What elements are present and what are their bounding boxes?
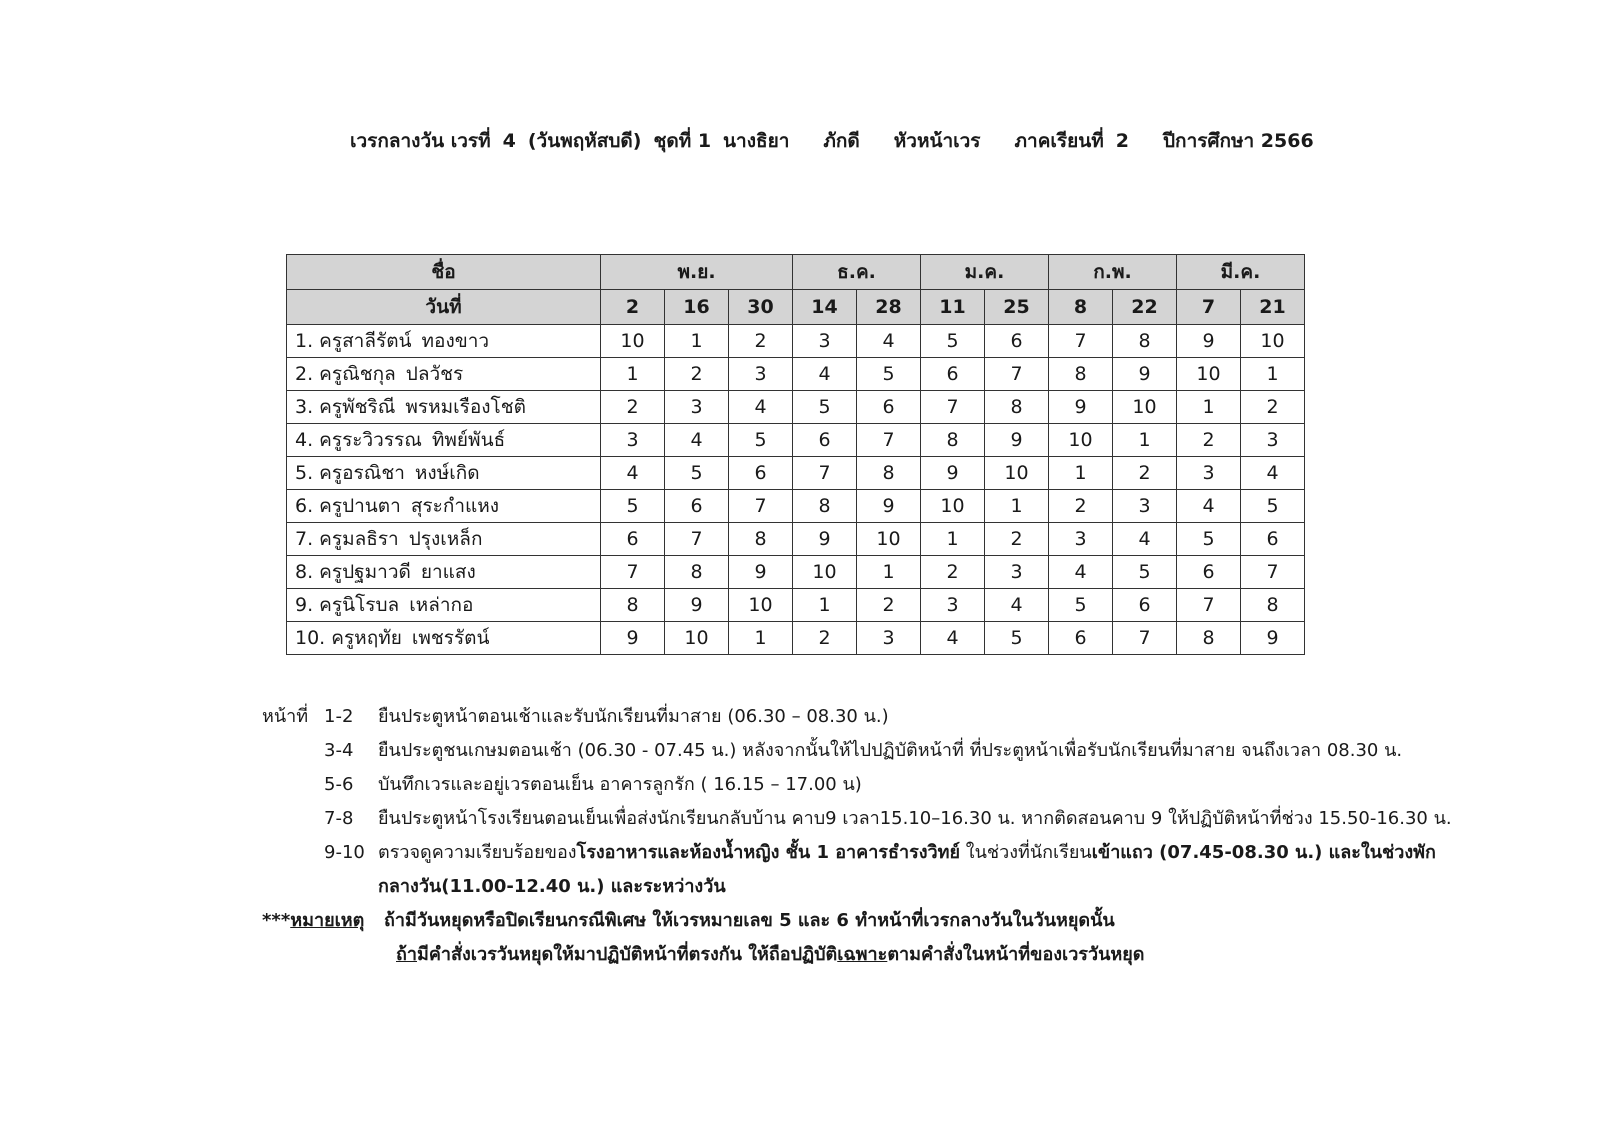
month-header: พ.ย. (601, 255, 793, 290)
duty-number-cell: 6 (601, 523, 665, 556)
duty-number-cell: 5 (1113, 556, 1177, 589)
table-row (287, 523, 1305, 556)
duty-number-cell: 3 (793, 325, 857, 358)
duty-number-cell: 5 (601, 490, 665, 523)
duty-number-cell: 2 (729, 325, 793, 358)
month-header-row (287, 255, 1305, 290)
teacher-name-cell (287, 391, 601, 424)
teacher-name-cell (287, 556, 601, 589)
duty-number-cell: 3 (921, 589, 985, 622)
duty-number-cell: 6 (921, 358, 985, 391)
teacher-surname: หงษ์เกิด (414, 462, 480, 484)
duty-roster-table (286, 254, 1305, 655)
teacher-name-cell (287, 457, 601, 490)
teacher-name: 5. ครูอรณิชา (295, 462, 405, 484)
duty-number-cell: 8 (921, 424, 985, 457)
duty-number-cell: 4 (793, 358, 857, 391)
teacher-surname: พรหมเรืองโชติ (405, 396, 526, 418)
duty-number-cell: 1 (985, 490, 1049, 523)
duty-number-cell: 1 (1049, 457, 1113, 490)
duty-text-part: ในช่วงที่นักเรียน (960, 842, 1092, 863)
day-header: 25 (985, 290, 1049, 325)
name-header: ชื่อ (287, 255, 601, 290)
page-title (350, 126, 1314, 156)
remark-line-2 (262, 938, 1452, 972)
duty-number-cell: 3 (1113, 490, 1177, 523)
duty-number-cell: 3 (1049, 523, 1113, 556)
duty-number-cell: 9 (985, 424, 1049, 457)
title-part: ปีการศึกษา 2566 (1163, 130, 1314, 152)
duty-number-cell: 10 (1177, 358, 1241, 391)
teacher-surname: เหล่ากอ (409, 594, 474, 616)
duty-number-cell: 5 (1177, 523, 1241, 556)
month-header: ก.พ. (1049, 255, 1177, 290)
duty-text: กลางวัน(11.00-12.40 น.) และระหว่างวัน (378, 876, 726, 897)
duty-number-cell: 10 (729, 589, 793, 622)
duty-text: ยืนประตูหน้าตอนเช้าและรับนักเรียนที่มาสาย (06.30 – 08.30 น.) (378, 706, 889, 727)
teacher-surname: ปลวัชร (405, 363, 464, 385)
duty-number-cell: 9 (729, 556, 793, 589)
duty-number-cell: 1 (1241, 358, 1305, 391)
duty-number-cell: 10 (1049, 424, 1113, 457)
duty-number-cell: 2 (665, 358, 729, 391)
duty-number-cell: 4 (601, 457, 665, 490)
duty-number-cell: 2 (985, 523, 1049, 556)
duty-number-cell: 2 (921, 556, 985, 589)
duty-number-cell: 1 (1113, 424, 1177, 457)
duty-number-cell: 4 (665, 424, 729, 457)
teacher-name: 6. ครูปานตา (295, 495, 401, 517)
duty-number-cell: 2 (857, 589, 921, 622)
remark-text: ถ้ามีวันหยุดหรือปิดเรียนกรณีพิเศษ ให้เวรหมายเลข 5 และ 6 ทำหน้าที่เวรกลางวันในวันหยุดนั้น (384, 910, 1115, 931)
duty-number-cell: 1 (729, 622, 793, 655)
duty-item-continuation (262, 870, 1452, 904)
remark-text-part: เฉพาะ (837, 944, 888, 965)
table-row (287, 490, 1305, 523)
duty-number-cell: 10 (1241, 325, 1305, 358)
duty-number-cell: 6 (793, 424, 857, 457)
duty-number-cell: 7 (1241, 556, 1305, 589)
remark-text-part: มีคำสั่งเวรวันหยุดให้มาปฏิบัติหน้าที่ตรงกัน ให้ถือปฏิบัติ (417, 944, 838, 965)
remark-stars: *** (262, 910, 291, 931)
teacher-name: 4. ครูระวิวรรณ (295, 429, 422, 451)
teacher-surname: ปรุงเหล็ก (408, 528, 483, 550)
teacher-name: 10. ครูหฤทัย (295, 627, 402, 649)
duty-number-cell: 5 (857, 358, 921, 391)
duty-number-cell: 4 (1241, 457, 1305, 490)
duty-number-cell: 10 (921, 490, 985, 523)
table-row (287, 622, 1305, 655)
duty-number-cell: 8 (665, 556, 729, 589)
remark-text-part: ตามคำสั่งในหน้าที่ของเวรวันหยุด (887, 944, 1145, 965)
teacher-surname: ทิพย์พันธ์ (431, 429, 506, 451)
remark-label (262, 904, 384, 938)
teacher-name-cell (287, 622, 601, 655)
duty-number-cell: 1 (921, 523, 985, 556)
duty-number-cell: 8 (1241, 589, 1305, 622)
title-part: 2 (1115, 130, 1129, 152)
duty-number-cell: 6 (729, 457, 793, 490)
month-header: ธ.ค. (793, 255, 921, 290)
duty-number-cell: 9 (793, 523, 857, 556)
duty-number-cell: 3 (601, 424, 665, 457)
title-part: ภาคเรียนที่ (1014, 130, 1104, 152)
title-part: ภักดี (823, 130, 860, 152)
duty-number-cell: 7 (1113, 622, 1177, 655)
day-header: 2 (601, 290, 665, 325)
teacher-name-cell (287, 358, 601, 391)
table-row (287, 358, 1305, 391)
duty-number-cell: 5 (1241, 490, 1305, 523)
duty-number-cell: 1 (665, 325, 729, 358)
duty-number-cell: 8 (601, 589, 665, 622)
duty-text: ยืนประตูชนเกษมตอนเช้า (06.30 - 07.45 น.) หลังจากนั้นให้ไปปฏิบัติหน้าที่ ที่ประตูหน้าเพื่อรับนักเรียนที่มาสาย จนถึงเวลา 08.30 น. (378, 740, 1403, 761)
day-header: 30 (729, 290, 793, 325)
teacher-surname: เพชรรัตน์ (411, 627, 490, 649)
duty-number-cell: 8 (857, 457, 921, 490)
duty-number-cell: 7 (729, 490, 793, 523)
duty-number-cell: 1 (1177, 391, 1241, 424)
duty-number-cell: 4 (1049, 556, 1113, 589)
table-row (287, 325, 1305, 358)
teacher-name-cell (287, 589, 601, 622)
day-header: 28 (857, 290, 921, 325)
duty-number-cell: 9 (665, 589, 729, 622)
duty-number-cell: 10 (1113, 391, 1177, 424)
teacher-surname: ยาแสง (420, 561, 476, 583)
duty-range: 1-2 (324, 706, 354, 727)
title-part: เวรกลางวัน เวรที่ (350, 130, 491, 152)
teacher-name-cell (287, 490, 601, 523)
duty-number-cell: 6 (985, 325, 1049, 358)
duty-number-cell: 4 (857, 325, 921, 358)
duty-number-cell: 4 (921, 622, 985, 655)
duty-number-cell: 8 (1049, 358, 1113, 391)
table-row (287, 424, 1305, 457)
table-row (287, 457, 1305, 490)
teacher-surname: สุระกำแหง (410, 495, 500, 517)
day-header: 7 (1177, 290, 1241, 325)
title-part: (วันพฤหัสบดี) (527, 130, 642, 152)
duty-number-cell: 3 (985, 556, 1049, 589)
date-header-row (287, 290, 1305, 325)
date-header: วันที่ (287, 290, 601, 325)
duty-number-cell: 9 (1241, 622, 1305, 655)
duty-number-cell: 6 (1113, 589, 1177, 622)
duty-item (262, 802, 1452, 836)
table-row (287, 391, 1305, 424)
day-header: 22 (1113, 290, 1177, 325)
duty-number-cell: 3 (1177, 457, 1241, 490)
month-header: มี.ค. (1177, 255, 1305, 290)
duty-number-cell: 8 (793, 490, 857, 523)
duty-number-cell: 6 (1177, 556, 1241, 589)
title-part: หัวหน้าเวร (893, 130, 981, 152)
duty-number-cell: 4 (985, 589, 1049, 622)
teacher-name: 9. ครูนิโรบล (295, 594, 400, 616)
duty-number-cell: 5 (729, 424, 793, 457)
teacher-name: 1. ครูสาลีรัตน์ (295, 330, 412, 352)
duty-number-cell: 3 (1241, 424, 1305, 457)
duty-number-cell: 2 (1241, 391, 1305, 424)
duty-number-cell: 4 (1177, 490, 1241, 523)
duty-number-cell: 7 (1049, 325, 1113, 358)
day-header: 16 (665, 290, 729, 325)
duty-text (378, 836, 1452, 870)
duty-number-cell: 1 (793, 589, 857, 622)
title-part: ชุดที่ 1 (653, 130, 712, 152)
remark-text-part: ถ้า (396, 944, 418, 965)
duty-number-cell: 9 (1177, 325, 1241, 358)
duty-text-part: โรงอาหารและห้องน้ำหญิง ชั้น 1 อาคารธำรงวิทย์ (576, 842, 961, 863)
duty-number-cell: 9 (857, 490, 921, 523)
remark-line-1 (262, 904, 1452, 938)
teacher-name: 8. ครูปฐมาวดี (295, 561, 411, 583)
duty-number-cell: 9 (1049, 391, 1113, 424)
duty-number-cell: 8 (1113, 325, 1177, 358)
duty-number-cell: 7 (1177, 589, 1241, 622)
duty-number-cell: 8 (729, 523, 793, 556)
duty-number-cell: 10 (985, 457, 1049, 490)
duty-item (262, 768, 1452, 802)
duty-text-part: เข้าแถว (07.45-08.30 น.) และในช่วงพัก (1091, 842, 1436, 863)
duty-number-cell: 10 (601, 325, 665, 358)
duty-notes (262, 700, 1452, 972)
duty-text: บันทึกเวรและอยู่เวรตอนเย็น อาคารลูกรัก ( 16.15 – 17.00 น) (378, 774, 862, 795)
duty-number-cell: 6 (857, 391, 921, 424)
duty-text-part: ตรวจดูความเรียบร้อยของ (378, 842, 577, 863)
duty-range: 5-6 (324, 774, 354, 795)
duty-number-cell: 9 (601, 622, 665, 655)
teacher-name-cell (287, 523, 601, 556)
duty-number-cell: 9 (1113, 358, 1177, 391)
teacher-surname: ทองขาว (421, 330, 490, 352)
duty-number-cell: 10 (793, 556, 857, 589)
duty-number-cell: 6 (1049, 622, 1113, 655)
duty-number-cell: 10 (665, 622, 729, 655)
duty-number-cell: 5 (793, 391, 857, 424)
duty-number-cell: 3 (857, 622, 921, 655)
month-header: ม.ค. (921, 255, 1049, 290)
duty-number-cell: 1 (601, 358, 665, 391)
teacher-name: 2. ครูณิชกุล (295, 363, 396, 385)
duty-number-cell: 10 (857, 523, 921, 556)
duty-number-cell: 7 (793, 457, 857, 490)
duty-item (262, 700, 1452, 734)
table-row (287, 589, 1305, 622)
duty-number-cell: 1 (857, 556, 921, 589)
duty-number-cell: 3 (665, 391, 729, 424)
title-part: 4 (502, 130, 516, 152)
duty-number-cell: 6 (1241, 523, 1305, 556)
duty-number-cell: 5 (921, 325, 985, 358)
teacher-name-cell (287, 325, 601, 358)
duty-number-cell: 7 (601, 556, 665, 589)
duty-number-cell: 2 (1113, 457, 1177, 490)
duty-number-cell: 4 (1113, 523, 1177, 556)
duty-number-cell: 6 (665, 490, 729, 523)
duty-number-cell: 4 (729, 391, 793, 424)
duty-text: ยืนประตูหน้าโรงเรียนตอนเย็นเพื่อส่งนักเรียนกลับบ้าน คาบ9 เวลา15.10–16.30 น. หากติดสอนคาบ 9 ให้ปฏิบัติหน้าที่ช่วง 15.50-16.30 น. (378, 808, 1452, 829)
duty-number-cell: 8 (1177, 622, 1241, 655)
teacher-name: 7. ครูมลธิรา (295, 528, 399, 550)
duty-number-cell: 7 (857, 424, 921, 457)
duty-range: 9-10 (324, 842, 365, 863)
duty-number-cell: 7 (921, 391, 985, 424)
duty-prefix: หน้าที่ (262, 706, 309, 727)
duty-number-cell: 8 (985, 391, 1049, 424)
duty-number-cell: 2 (793, 622, 857, 655)
duty-item (262, 734, 1452, 768)
duty-range: 7-8 (324, 808, 354, 829)
day-header: 11 (921, 290, 985, 325)
duty-number-cell: 2 (601, 391, 665, 424)
teacher-name-cell (287, 424, 601, 457)
duty-number-cell: 5 (665, 457, 729, 490)
duty-number-cell: 2 (1177, 424, 1241, 457)
day-header: 21 (1241, 290, 1305, 325)
duty-number-cell: 7 (665, 523, 729, 556)
duty-number-cell: 3 (729, 358, 793, 391)
duty-number-cell: 5 (985, 622, 1049, 655)
duty-number-cell: 9 (921, 457, 985, 490)
duty-range: 3-4 (324, 740, 354, 761)
teacher-name: 3. ครูพัชริณี (295, 396, 396, 418)
title-part: นางธิยา (723, 130, 790, 152)
duty-item (262, 836, 1452, 870)
duty-number-cell: 2 (1049, 490, 1113, 523)
table-row (287, 556, 1305, 589)
duty-number-cell: 5 (1049, 589, 1113, 622)
day-header: 14 (793, 290, 857, 325)
duty-number-cell: 7 (985, 358, 1049, 391)
day-header: 8 (1049, 290, 1113, 325)
remark-label-text: หมายเหตุ (290, 910, 365, 931)
